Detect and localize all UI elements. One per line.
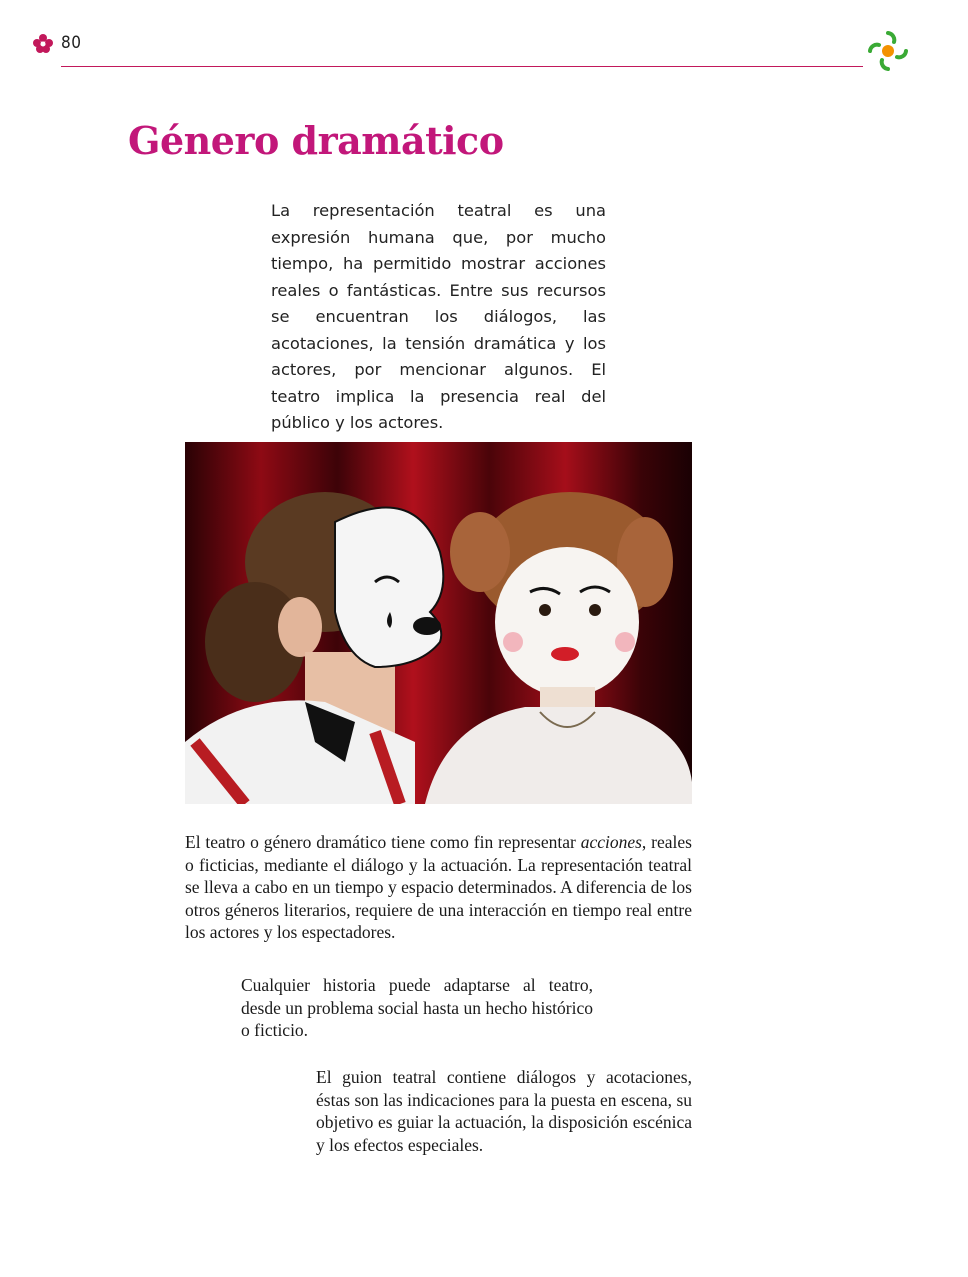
emphasis-acciones: acciones [580,832,642,852]
mime-actors-photo [185,442,692,804]
paragraph-script: El guion teatral contiene diálogos y acotaciones, éstas son las indicaciones para la puesta en escena, su objetivo es guiar la actuación, la disposición escénica y los efectos especiales. [316,1067,692,1155]
paragraph-theatre-definition: El teatro o género dramático tiene como fin representar acciones, reales o ficticias, mediante el diálogo y la actuación. La representación teatral se lleva a cabo en un tiempo y espacio determinados. A diferencia de los otros géneros literarios, requiere de una interacción en tiempo real entre los actores y los espectadores. [185,832,692,943]
intro-paragraph: La representación teatral es una expresión humana que, por mucho tiempo, ha permitido mostrar acciones reales o fantásticas. Entre sus recursos se encuentran los diálogos, las acotaciones, la tensión dramática y los actores, por mencionar algunos. El teatro implica la presencia real del público y los actores. [271,201,606,432]
page-title: Género dramático [128,118,504,163]
paragraph-adaptation: Cualquier historia puede adaptarse al teatro, desde un problema social hasta un hecho histórico o ficticio. [241,975,593,1041]
flower-emblem-icon [32,33,54,55]
circular-logo-icon [866,29,910,73]
header-rule [61,66,863,67]
page-number: 80 [61,33,82,53]
